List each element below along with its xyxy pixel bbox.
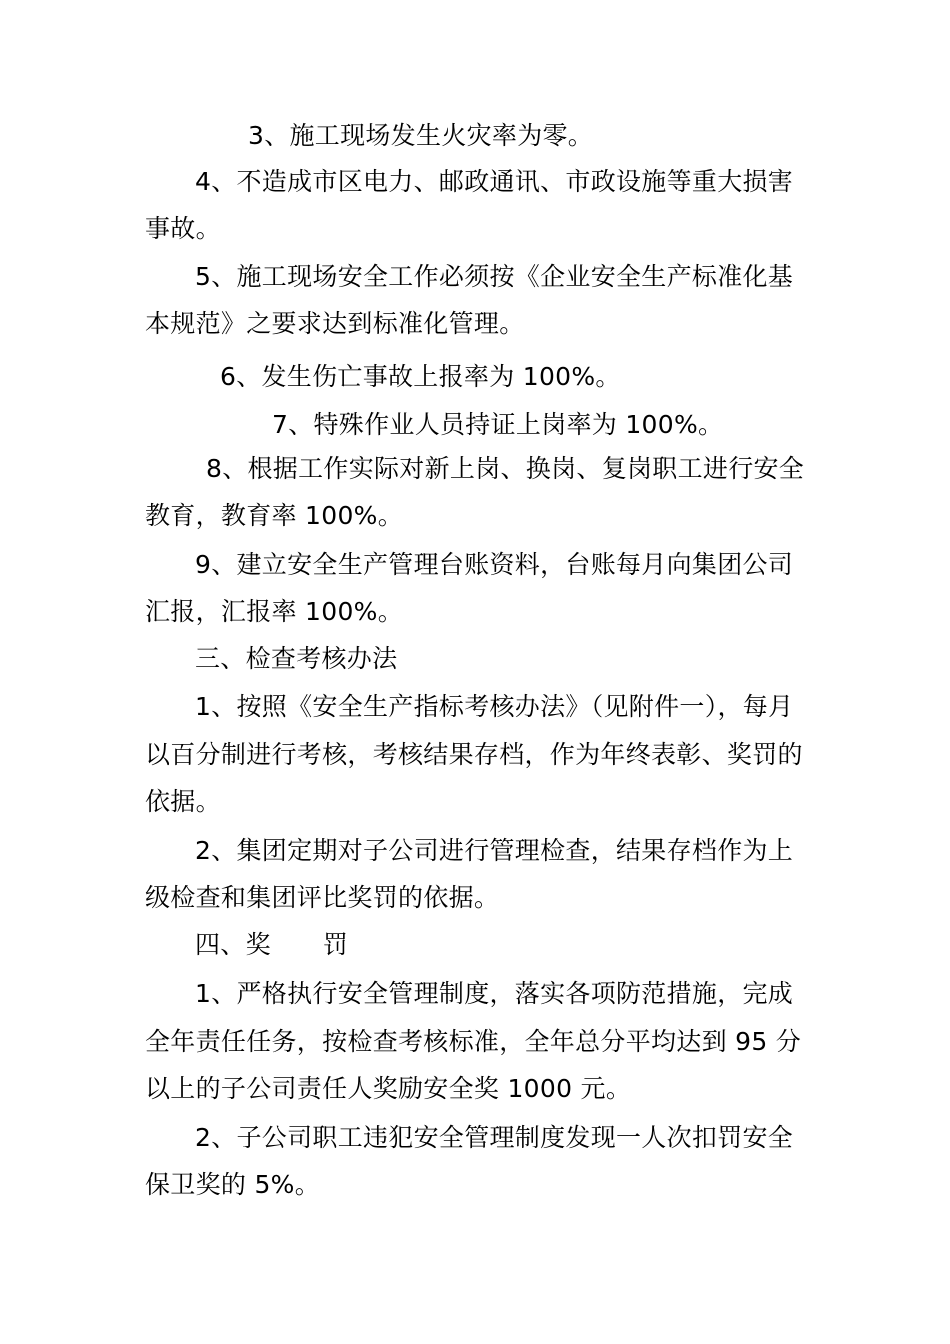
sec4-item-1-line-2: 全年责任任务，按检查考核标准，全年总分平均达到 95 分 (145, 1027, 802, 1056)
item-5-line-1: 5、施工现场安全工作必须按《企业安全生产标准化基 (195, 262, 794, 291)
sec3-item-2-line-2: 级检查和集团评比奖罚的依据。 (145, 883, 500, 912)
item-4-line-2: 事故。 (145, 214, 221, 243)
sec4-item-2-line-1: 2、子公司职工违犯安全管理制度发现一人次扣罚安全 (195, 1123, 794, 1152)
item-9-line-2: 汇报，汇报率 100%。 (145, 597, 404, 626)
sec3-item-1-line-3: 依据。 (145, 787, 221, 816)
item-8-line-1: 8、根据工作实际对新上岗、换岗、复岗职工进行安全 (206, 454, 805, 483)
sec3-item-1-line-1: 1、按照《安全生产指标考核办法》（见附件一），每月 (195, 692, 794, 721)
item-5-line-2: 本规范》之要求达到标准化管理。 (145, 309, 525, 338)
item-4-line-1: 4、不造成市区电力、邮政通讯、市政设施等重大损害 (195, 167, 794, 196)
item-3-fire-rate: 3、施工现场发生火灾率为零。 (248, 121, 594, 150)
sec4-item-1-line-1: 1、严格执行安全管理制度，落实各项防范措施，完成 (195, 979, 794, 1008)
sec4-item-1-line-3: 以上的子公司责任人奖励安全奖 1000 元。 (145, 1074, 632, 1103)
item-8-line-2: 教育，教育率 100%。 (145, 501, 404, 530)
section-4-heading-part-2: 罚 (322, 930, 349, 959)
item-9-line-1: 9、建立安全生产管理台账资料，台账每月向集团公司 (195, 550, 794, 579)
item-6-injury-report: 6、发生伤亡事故上报率为 100%。 (220, 362, 621, 391)
sec3-item-1-line-2: 以百分制进行考核，考核结果存档，作为年终表彰、奖罚的 (145, 740, 803, 769)
section-4-heading (195, 929, 865, 961)
sec4-item-2-line-2: 保卫奖的 5%。 (145, 1170, 321, 1199)
section-4-heading-part-1: 四、奖 (195, 930, 271, 959)
item-7-certified-staff: 7、特殊作业人员持证上岗率为 100%。 (272, 410, 724, 439)
sec3-item-2-line-1: 2、集团定期对子公司进行管理检查，结果存档作为上 (195, 836, 794, 865)
section-3-heading: 三、检查考核办法 (195, 644, 398, 673)
